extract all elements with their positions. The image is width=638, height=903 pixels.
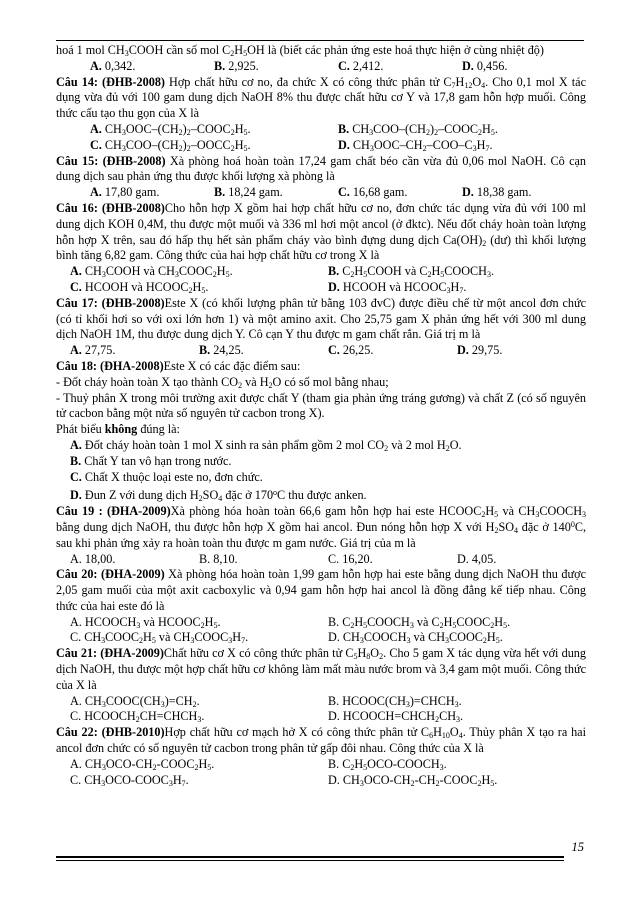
answer-options-row (56, 138, 586, 154)
paragraph: C. Chất X thuộc loại este no, đơn chức. (70, 469, 263, 484)
answer-option: C. 26,25. (328, 343, 374, 358)
answer-option: A. $HCOOCH_3$ và $HCOOC_2H_5$. (70, 614, 221, 630)
answer-option: A. 17,80 gam. (90, 185, 160, 200)
paragraph: A. Đốt cháy hoàn toàn 1 mol X sinh ra sản phẩm gồm 2 mol $CO_2$ và 2 mol $H_2O$. (70, 437, 462, 453)
answer-option: A. 27,75. (70, 343, 116, 358)
page-number: 15 (571, 840, 584, 854)
paragraph: Câu 21: (ĐHA-2009)Chất hữu cơ X có công thức phân tử $C_5H_8O_2$. Cho 5 gam X tác dụng vừa hết với dung dịch NaOH, thu được một hợp chất hữu cơ không làm mất màu nước brom và 3,4 gam một muối. Công thức của X là (56, 646, 586, 692)
paragraph: - Đốt cháy hoàn toàn X tạo thành $CO_2$ và $H_2O$ có số mol bằng nhau; (56, 374, 389, 390)
answer-options-row (56, 694, 586, 710)
paragraph: Phát biểu không đúng là: (56, 422, 180, 437)
paragraph: Câu 16: (ĐHB-2008)Cho hỗn hợp X gồm hai hợp chất hữu cơ no, đơn chức tác dụng vừa đủ với 100 ml dung dịch KOH 0,4M, thu được một muối và 336 ml hơi một ancol (ở đktc). Nếu đốt cháy hoàn toàn lượng hỗn hợp X trên, sau đó hấp thụ hết sản phẩm cháy vào bình đựng dung dịch $Ca(OH)_2$ (dư) thì khối lượng bình tăng 6,82 gam. Công thức của hai hợp chất hữu cơ trong X là (56, 200, 586, 263)
paragraph: hoá 1 mol $CH_3COOH$ cần số mol $C_2H_5OH$ là (biết các phản ứng este hoá thực hiện ở cùng nhiệt độ) (56, 43, 544, 58)
answer-option: A. $CH_3OCO-CH_2-COOC_2H_5$. (70, 756, 215, 772)
answer-option: A. 0,342. (90, 58, 136, 73)
answer-option: D. 4,05. (457, 551, 497, 566)
answer-option: B. 24,25. (199, 343, 244, 358)
answer-options-row (56, 122, 586, 138)
page-footer (56, 842, 584, 856)
paragraph: Câu 20: (ĐHA-2009) Xà phòng hóa hoàn toàn 1,99 gam hỗn hợp hai este bằng dung dịch NaOH thu được 2,05 gam muối của một axit cacboxylic và 0,94 gam hỗn hợp hai ancol là đồng đẳng kế tiếp nhau. Công thức của hai este đó là (56, 567, 586, 613)
document-body (56, 40, 586, 788)
answer-option: B. $HCOOC(CH_3)=CHCH_3$. (328, 693, 462, 709)
answer-options-row (56, 773, 586, 789)
answer-option: B. $CH_3COO-(CH_2)_2-COOC_2H_5$. (338, 121, 498, 137)
answer-option: C. $CH_3COOC_2H_5$ và $CH_3COOC_3H_7$. (70, 630, 249, 646)
paragraph: Câu 17: (ĐHB-2008)Este X (có khối lượng phân tử bằng 103 đvC) được điều chế từ một ancol đơn chức (có tỉ khối hơi so với oxi lớn hơn 1) và một amino axit. Cho 25,75 gam X phản ứng hết với 300 ml dung dịch NaOH 1M, thu được dung dịch Y. Cô cạn Y thu được m gam chất rắn. Giá trị m là (56, 295, 586, 342)
answer-option: B. $C_2H_5COOH$ và $C_2H_5COOCH_3$. (328, 264, 494, 280)
answer-option: A. 18,00. (70, 551, 116, 566)
answer-option: D. $CH_3OOC-CH_2-COO-C_3H_7$. (338, 137, 493, 153)
answer-options-row (56, 630, 586, 646)
answer-option: B. 2,925. (214, 58, 259, 73)
answer-options-row (56, 343, 586, 359)
paragraph: B. Chất Y tan vô hạn trong nước. (70, 453, 232, 468)
answer-option: C. HCOOH và $HCOOC_2H_5$. (70, 279, 209, 295)
answer-option: D. $CH_3OCO-CH_2-CH_2-COOC_2H_5$. (328, 772, 498, 788)
answer-option: B. 18,24 gam. (214, 185, 283, 200)
paragraph: Câu 18: (ĐHA-2008)Este X có các đặc điểm sau: (56, 358, 301, 373)
answer-option: C. $HCOOCH_2CH=CHCH_3$. (70, 709, 205, 725)
answer-options-row (56, 280, 586, 296)
answer-option: D. HCOOH và $HCOOC_3H_7$. (328, 279, 467, 295)
paragraph: - Thuỷ phân X trong môi trường axit được chất Y (tham gia phản ứng tráng gương) và chất Z (có số nguyên tử cacbon bằng một nửa số nguyên tử cacbon trong X). (56, 390, 586, 421)
footer-rule-thin (56, 860, 564, 861)
answer-option: B. $C_2H_5COOCH_3$ và $C_2H_5COOC_2H_5$. (328, 614, 511, 630)
paragraph: Câu 22: (ĐHB-2010)Hợp chất hữu cơ mạch hở X có công thức phân tử $C_6H_{10}O_4$. Thủy phân X tạo ra hai ancol đơn chức có số nguyên tử cacbon trong phân tử gấp đôi nhau. Công thức của X là (56, 725, 586, 756)
answer-options-row (56, 615, 586, 631)
answer-option: C. 16,20. (328, 551, 373, 566)
answer-option: D. 0,456. (462, 58, 508, 73)
answer-option: D. $CH_3COOCH_3$ và $CH_3COOC_2H_5$. (328, 630, 503, 646)
answer-option: A. $CH_3COOC(CH_3)=CH_2$. (70, 693, 200, 709)
answer-option: D. 18,38 gam. (462, 185, 532, 200)
answer-option: C. 16,68 gam. (338, 185, 408, 200)
footer-rule (56, 856, 564, 858)
answer-option: C. $CH_3OCO-COOC_3H_7$. (70, 772, 189, 788)
answer-option: B. $C_2H_5OCO-COOCH_3$. (328, 756, 447, 772)
paragraph: D. Đun Z với dung dịch $H_2SO_4$ đặc ở 170$^o$C thu được anken. (70, 488, 367, 504)
answer-option: A. $CH_3OOC-(CH_2)_2-COOC_2H_5$. (90, 121, 251, 137)
answer-option: D. 29,75. (457, 343, 503, 358)
paragraph: Câu 14: (ĐHB-2008) Hợp chất hữu cơ no, đa chức X có công thức phân tử $C_7H_{12}O_4$. Cho 0,1 mol X tác dụng vừa đủ với 100 gam dung dịch NaOH 8% thu được chất hữu cơ Y và 17,8 gam hỗn hợp muối. Công thức cấu tạo thu gọn của X là (56, 74, 586, 121)
answer-options-row (56, 59, 586, 75)
answer-option: B. 8,10. (199, 551, 238, 566)
paragraph: Câu 19 : (ĐHA-2009)Xà phòng hóa hoàn toàn 66,6 gam hỗn hợp hai este $HCOOC_2H_5$ và $CH_3COOCH_3$ bằng dung dịch NaOH, thu được hỗn hợp X gồm hai ancol. Đun nóng hỗn hợp X với $H_2SO_4$ đặc ở $140^0C$, sau khi phản ứng xảy ra hoàn toàn thu được m gam nước. Giá trị của m là (56, 504, 587, 550)
answer-options-row (56, 185, 586, 201)
answer-option: D. $HCOOCH=CHCH_2CH_3$. (328, 709, 464, 725)
answer-option: A. $CH_3COOH$ và $CH_3COOC_2H_5$. (70, 264, 233, 280)
answer-option: C. $CH_3COO-(CH_2)_2-OOCC_2H_5$. (90, 137, 251, 153)
answer-options-row (56, 709, 586, 725)
answer-options-row (56, 757, 586, 773)
answer-option: C. 2,412. (338, 58, 384, 73)
answer-options-row (56, 264, 586, 280)
answer-options-row (56, 552, 586, 568)
paragraph: Câu 15: (ĐHB-2008) Xà phòng hoá hoàn toàn 17,24 gam chất béo cần vừa đủ 0,06 mol NaOH. Cô cạn dung dịch sau phản ứng thu được khối lượng xà phòng là (56, 153, 586, 184)
